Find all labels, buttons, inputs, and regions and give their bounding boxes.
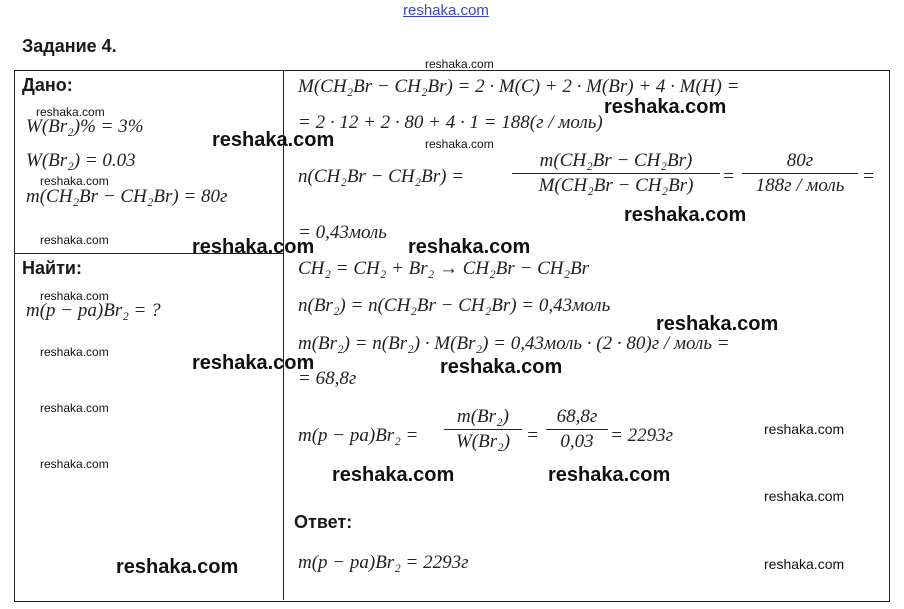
amount-lhs: n(CH₂Br − CH₂Br) =: [298, 166, 465, 187]
amount-fraction: [512, 150, 720, 197]
answer-line: m(р − ра)Br₂ = 2293г: [298, 552, 469, 573]
watermark-large: reshaka.com: [192, 236, 315, 258]
fraction-numerator: m(Br₂): [457, 406, 509, 427]
watermark-small: reshaka.com: [36, 105, 105, 119]
watermark-small: reshaka.com: [40, 345, 109, 359]
watermark-large: reshaka.com: [440, 356, 563, 378]
watermark-small: reshaka.com: [425, 57, 494, 71]
given-line: m(CH₂Br − CH₂Br) = 80г: [26, 186, 228, 207]
given-heading: Дано:: [22, 75, 73, 95]
fraction-denominator: W(Br₂): [455, 431, 511, 452]
watermark-small: reshaka.com: [764, 556, 845, 572]
watermark-large: reshaka.com: [656, 313, 779, 335]
watermark-large: reshaka.com: [212, 129, 335, 151]
fraction-numerator: 80г: [786, 150, 814, 171]
equals-sign: =: [526, 425, 539, 446]
watermark-small: reshaka.com: [40, 174, 109, 188]
watermark-large: reshaka.com: [624, 204, 747, 226]
solution-mass-lhs: m(р − ра)Br₂ =: [298, 425, 419, 446]
find-line: m(р − ра)Br₂ = ?: [26, 300, 161, 321]
answer-heading: Ответ:: [294, 512, 353, 532]
fraction-denominator: M(CH₂Br − CH₂Br): [538, 175, 694, 196]
fraction-numerator: 68,8г: [556, 406, 598, 427]
equals-sign: =: [862, 166, 875, 187]
watermark-large: reshaka.com: [408, 236, 531, 258]
watermark-large: reshaka.com: [116, 556, 239, 578]
fraction-bar: [512, 173, 720, 174]
watermark-large: reshaka.com: [192, 352, 315, 374]
amount-result: = 0,43моль: [298, 222, 387, 243]
solution-mass-fraction: [444, 406, 522, 453]
solution-mass-result: = 2293г: [610, 425, 673, 446]
watermark-small: reshaka.com: [425, 137, 494, 151]
fraction-bar: [444, 429, 522, 430]
watermark-large: reshaka.com: [332, 464, 455, 486]
fraction-bar: [742, 173, 858, 174]
bromine-mass-line: = 68,8г: [298, 368, 357, 389]
watermark-small: reshaka.com: [764, 421, 845, 437]
fraction-bar: [546, 429, 608, 430]
watermark-small: reshaka.com: [40, 233, 109, 247]
fraction-denominator: 0,03: [560, 431, 594, 452]
watermark-small: reshaka.com: [40, 457, 109, 471]
given-line: W(Br₂) = 0.03: [26, 150, 136, 171]
watermark-small: reshaka.com: [40, 401, 109, 415]
site-link[interactable]: reshaka.com: [403, 2, 489, 19]
fraction-denominator: 188г / моль: [755, 175, 845, 196]
fraction-numerator: m(CH₂Br − CH₂Br): [539, 150, 693, 171]
bromine-amount: n(Br₂) = n(CH₂Br − CH₂Br) = 0,43моль: [298, 295, 611, 316]
bromine-mass-line: m(Br₂) = n(Br₂) · M(Br₂) = 0,43моль · (2 · 80)г / моль =: [298, 333, 730, 354]
given-line: W(Br₂)% = 3%: [26, 116, 144, 137]
molar-mass-line: = 2 · 12 + 2 · 80 + 4 · 1 = 188(г / моль): [298, 112, 603, 133]
watermark-small: reshaka.com: [40, 289, 109, 303]
solution-mass-value-fraction: [546, 406, 608, 453]
watermark-large: reshaka.com: [548, 464, 671, 486]
task-title: Задание 4.: [22, 36, 117, 56]
equals-sign: =: [722, 166, 735, 187]
molar-mass-line: M(CH₂Br − CH₂Br) = 2 · M(C) + 2 · M(Br) + 4 · M(H) =: [298, 76, 740, 97]
amount-value-fraction: [742, 150, 858, 197]
watermark-small: reshaka.com: [764, 488, 845, 504]
watermark-large: reshaka.com: [604, 96, 727, 118]
find-heading: Найти:: [22, 258, 82, 278]
reaction-equation: CH₂ = CH₂ + Br₂ → CH₂Br − CH₂Br: [298, 258, 590, 279]
